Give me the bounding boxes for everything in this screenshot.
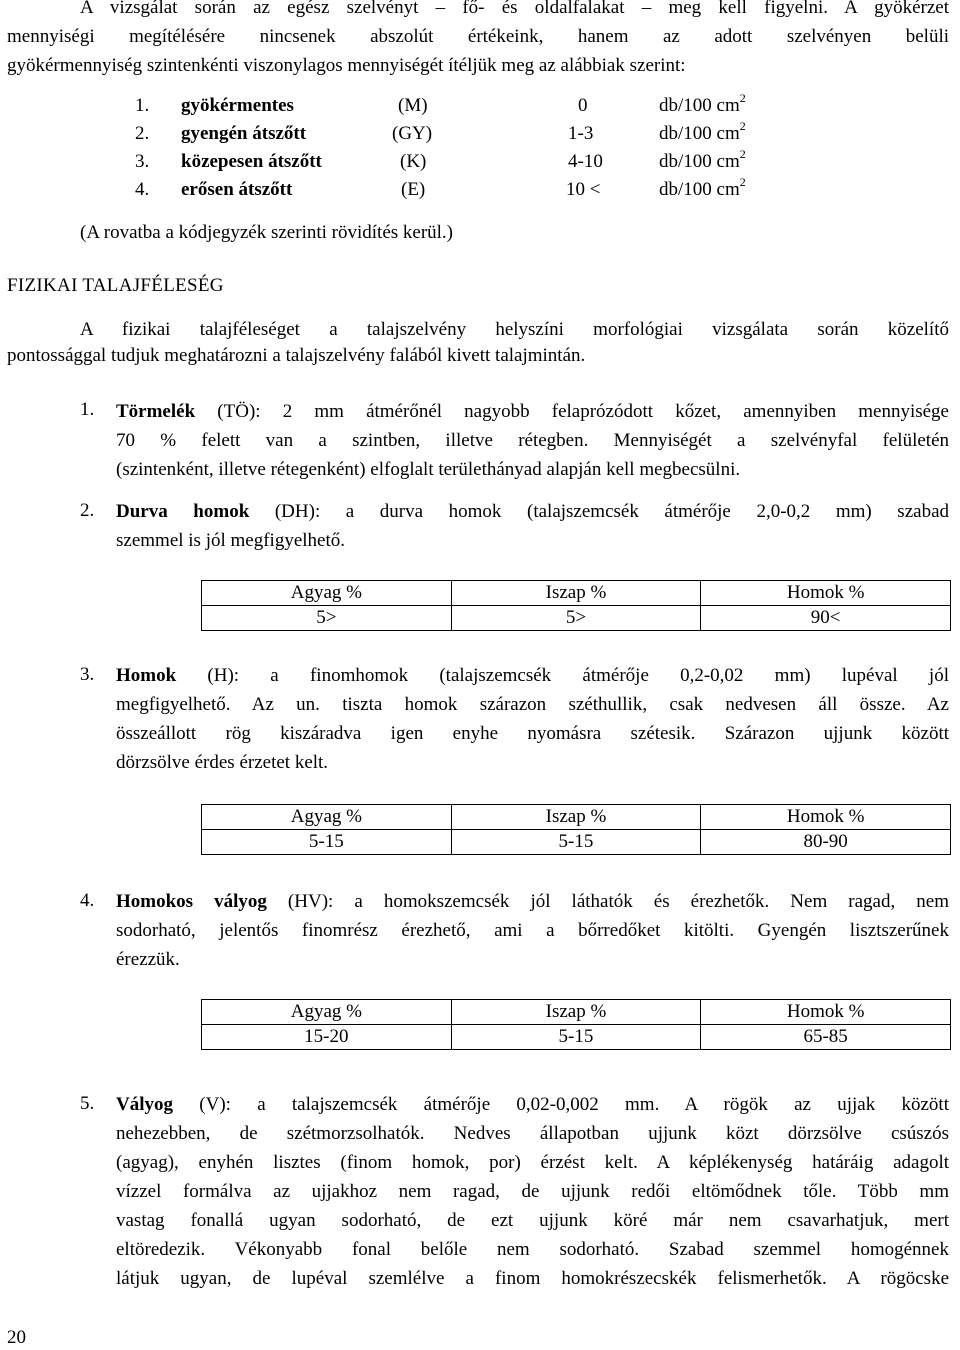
- cell: 65-85: [701, 1025, 951, 1050]
- item-homok: Homok (H): a finomhomok (talajszemcsék átmérője 0,2-0,02 mm) lupéval jól megfigyelhető. Az un. tiszta homok szárazon széthullik, csak nedvesen áll össze. Az összeállott rög kiszáradva igen enyhe nyomásra szétesik. Szárazon ujjunk között dörzsölve érdes érzetet kelt.: [116, 665, 949, 773]
- intro-line-3: gyökérmennyiség szintenkénti viszonylagos mennyiségét ítéljük meg az alábbiak szerint:: [7, 55, 686, 76]
- section-title: FIZIKAI TALAJFÉLESÉG: [7, 275, 224, 296]
- term: Törmelék: [116, 401, 196, 422]
- item-number: 5.: [80, 1093, 95, 1114]
- header-homok: Homok %: [701, 581, 951, 606]
- item-homokos-valyog: Homokos vályog (HV): a homokszemcsék jól láthatók és érezhetők. Nem ragad, nem sodorható, jelentős finomrész érezhető, ami a bőrredőket kitölti. Gyengén lisztszerűnek érezzük.: [116, 891, 949, 970]
- item-number: 4.: [80, 890, 95, 911]
- item-number: 1.: [80, 399, 95, 420]
- cell: 15-20: [202, 1025, 452, 1050]
- intro-line-2: mennyiségi megítélésére nincsenek abszolút értékeink, hanem az adott szelvényen belüli: [7, 26, 949, 47]
- cell: 90<: [701, 606, 951, 631]
- code-note: (A rovatba a kódjegyzék szerinti rövidítés kerül.): [80, 222, 454, 243]
- section-intro-line-1: A fizikai talajféleséget a talajszelvény helyszíni morfológiai vizsgálata során közelítő: [80, 319, 949, 340]
- header-iszap: Iszap %: [451, 581, 701, 606]
- cell: 5-15: [451, 1025, 701, 1050]
- header-agyag: Agyag %: [202, 1000, 452, 1025]
- header-iszap: Iszap %: [451, 1000, 701, 1025]
- item-number: 3.: [80, 664, 95, 685]
- header-homok: Homok %: [701, 1000, 951, 1025]
- item-valyog: Vályog (V): a talajszemcsék átmérője 0,02-0,002 mm. A rögök az ujjak között nehezebben, de szétmorzsolhatók. Nedves állapotban ujjunk közt dörzsölve csúszós (agyag), enyhén lisztes (finom homok, por) érzést kelt. A képlékenység határáig adagolt vízzel formálva az ujjakhoz nem ragad, de ujjunk redői eltömődnek tőle. Több mm vastag fonallá ugyan sodorható, de ezt ujjunk köré már nem csavarhatjuk, mert eltöredezik. Vékonyabb fonal belőle nem sodorható. Szabad szemmel homogénnek látjuk ugyan, de lupéval szemlélve a finom homokrészecskék felismerhetők. A rögöcske: [116, 1094, 949, 1289]
- section-intro-line-2: pontossággal tudjuk meghatározni a talajszelvény falából kivett talajmintán.: [7, 345, 586, 366]
- item-durva: Durva homok (DH): a durva homok (talajszemcsék átmérője 2,0-0,2 mm) szabad szemmel is jól megfigyelhető.: [116, 501, 949, 551]
- composition-table-2: [201, 804, 951, 855]
- term: Homokos vályog: [116, 891, 267, 912]
- list-item: 3. közepesen átszőtt (K) 4-10 db/100 $cm^2$: [135, 147, 746, 172]
- cell: 5>: [451, 606, 701, 631]
- intro-line-1: A vizsgálat során az egész szelvényt – fő- és oldalfalakat – meg kell figyelni. A gyökérzet: [80, 0, 949, 18]
- list-item: 2. gyengén átszőtt (GY) 1-3 db/100 $cm^2$: [135, 119, 746, 144]
- composition-table-1: [201, 580, 951, 631]
- term: Homok: [116, 665, 177, 686]
- term: Vályog: [116, 1094, 173, 1115]
- cell: 5-15: [451, 830, 701, 855]
- header-agyag: Agyag %: [202, 805, 452, 830]
- term: Durva homok: [116, 501, 250, 522]
- header-homok: Homok %: [701, 805, 951, 830]
- header-iszap: Iszap %: [451, 805, 701, 830]
- composition-table-3: [201, 999, 951, 1050]
- header-agyag: Agyag %: [202, 581, 452, 606]
- list-item: 1. gyökérmentes (M) 0 db/100 $cm^2$: [135, 91, 746, 116]
- page-number: 20: [7, 1327, 26, 1348]
- item-number: 2.: [80, 500, 95, 521]
- cell: 5-15: [202, 830, 452, 855]
- list-item: 4. erősen átszőtt (E) 10 < db/100 $cm^2$: [135, 175, 746, 200]
- cell: 5>: [202, 606, 452, 631]
- item-torm: Törmelék (TÖ): 2 mm átmérőnél nagyobb felaprózódott kőzet, amennyiben mennyisége 70 % felett van a szintben, illetve rétegben. Mennyiségét a szelvényfal felületén (szintenként, illetve rétegenként) elfoglalt területhányad alapján kell megbecsülni.: [116, 401, 949, 480]
- cell: 80-90: [701, 830, 951, 855]
